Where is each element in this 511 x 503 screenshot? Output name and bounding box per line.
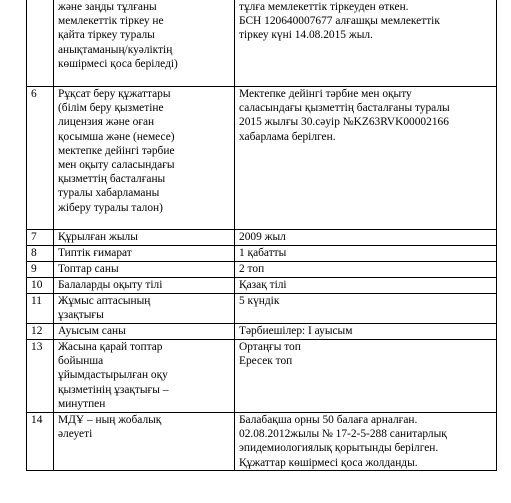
row-value bbox=[235, 324, 497, 340]
table-row bbox=[27, 262, 497, 278]
value-line: саласындағы қызметтің басталғаны туралы bbox=[239, 102, 450, 115]
row-number: 9 bbox=[27, 262, 54, 278]
row-number: 12 bbox=[27, 324, 54, 340]
row-label bbox=[54, 294, 235, 324]
value-line: Мектепке дейінгі тәрбие мен оқыту bbox=[239, 88, 412, 100]
row-number: 10 bbox=[27, 278, 54, 294]
value-line: 02.08.2012жылы № 17-2-5-288 санитарлық bbox=[239, 428, 447, 441]
label-line: мен оқыту саласындағы bbox=[58, 159, 175, 172]
row-label bbox=[54, 413, 235, 471]
label-line: мектепке дейінгі тәрбие bbox=[58, 144, 175, 157]
row-label bbox=[54, 278, 235, 294]
label-line: ұйымдастырылған оқу bbox=[58, 369, 168, 382]
value-line: 5 күндік bbox=[239, 295, 280, 307]
info-table bbox=[26, 0, 497, 471]
value-line: Балабақша орны 50 балаға арналған. bbox=[239, 414, 418, 426]
label-line: Жасына қарай топтар bbox=[58, 341, 163, 353]
label-line: әлеуеті bbox=[58, 428, 93, 441]
table-row bbox=[27, 0, 497, 87]
row-number bbox=[27, 0, 54, 87]
table-row bbox=[27, 324, 497, 340]
label-line: Ауысым саны bbox=[58, 325, 126, 337]
row-label bbox=[54, 0, 235, 87]
label-line: туралы хабарламаны bbox=[58, 187, 160, 200]
label-line: мемлекеттік тіркеу не bbox=[58, 15, 164, 28]
row-label bbox=[54, 230, 235, 246]
table-row bbox=[27, 87, 497, 230]
label-line: Құрылған жылы bbox=[58, 231, 138, 243]
value-line: Тәрбиешілер: І ауысым bbox=[239, 325, 353, 337]
value-line: Ортаңғы топ bbox=[239, 341, 301, 353]
row-value bbox=[235, 340, 497, 413]
row-value bbox=[235, 87, 497, 230]
label-line: қайта тіркеу туралы bbox=[58, 29, 155, 42]
table-body bbox=[27, 0, 497, 471]
label-line: қызметтің басталғаны bbox=[58, 173, 166, 186]
table-row bbox=[27, 294, 497, 324]
row-value bbox=[235, 0, 497, 87]
value-line: Қазақ тілі bbox=[239, 279, 287, 291]
label-line: ұзақтығы bbox=[58, 309, 104, 322]
value-line: хабарлама берілген. bbox=[239, 130, 336, 143]
label-line: минутпен bbox=[58, 397, 106, 410]
row-number: 8 bbox=[27, 246, 54, 262]
value-line: 2015 жылғы 30.сәуір №KZ63RVK00002166 bbox=[239, 116, 449, 129]
label-line: және заңды тұлғаны bbox=[58, 1, 157, 13]
row-label bbox=[54, 262, 235, 278]
label-line: Балаларды оқыту тілі bbox=[58, 279, 163, 291]
label-line: қосымша және (немесе) bbox=[58, 130, 175, 143]
row-label bbox=[54, 324, 235, 340]
value-line: тіркеу күні 14.08.2015 жыл. bbox=[239, 29, 373, 42]
row-label bbox=[54, 246, 235, 262]
row-value bbox=[235, 278, 497, 294]
value-line: 1 қабатты bbox=[239, 247, 287, 259]
table-row bbox=[27, 246, 497, 262]
value-line: Құжаттар көшірмесі қоса жолданды. bbox=[239, 456, 418, 469]
row-number: 6 bbox=[27, 87, 54, 230]
value-line: БСН 120640007677 алғашқы мемлекеттік bbox=[239, 15, 440, 28]
label-line: Жұмыс аптасының bbox=[58, 295, 151, 307]
label-line: жіберу туралы талон) bbox=[58, 201, 163, 214]
row-number: 13 bbox=[27, 340, 54, 413]
table-row bbox=[27, 230, 497, 246]
label-line: көшірмесі қоса беріледі) bbox=[58, 57, 178, 70]
row-value bbox=[235, 230, 497, 246]
row-label bbox=[54, 87, 235, 230]
value-line: тұлға мемлекеттік тіркеуден өткен. bbox=[239, 1, 409, 13]
row-value bbox=[235, 246, 497, 262]
row-number: 14 bbox=[27, 413, 54, 471]
label-line: анықтаманың/куәліктің bbox=[58, 43, 173, 56]
row-value bbox=[235, 294, 497, 324]
row-value bbox=[235, 262, 497, 278]
label-line: МДҰ – ның жобалық bbox=[58, 414, 162, 426]
label-line: Типтік ғимарат bbox=[58, 247, 132, 259]
label-line: бойынша bbox=[58, 355, 104, 368]
value-line: эпидемиологиялық қорытынды берілген. bbox=[239, 442, 439, 455]
label-line: Рұқсат беру құжаттары bbox=[58, 88, 171, 100]
row-label bbox=[54, 340, 235, 413]
label-line: лицензия және оған bbox=[58, 116, 155, 129]
table-row bbox=[27, 278, 497, 294]
label-line: қызметінің ұзақтығы – bbox=[58, 383, 169, 396]
value-line: Ересек топ bbox=[239, 355, 293, 368]
label-line: (білім беру қызметіне bbox=[58, 102, 164, 115]
row-number: 7 bbox=[27, 230, 54, 246]
row-value bbox=[235, 413, 497, 471]
label-line: Топтар саны bbox=[58, 263, 119, 275]
table-row bbox=[27, 340, 497, 413]
row-number: 11 bbox=[27, 294, 54, 324]
value-line: 2 топ bbox=[239, 263, 265, 275]
table-row bbox=[27, 413, 497, 471]
value-line: 2009 жыл bbox=[239, 231, 286, 243]
